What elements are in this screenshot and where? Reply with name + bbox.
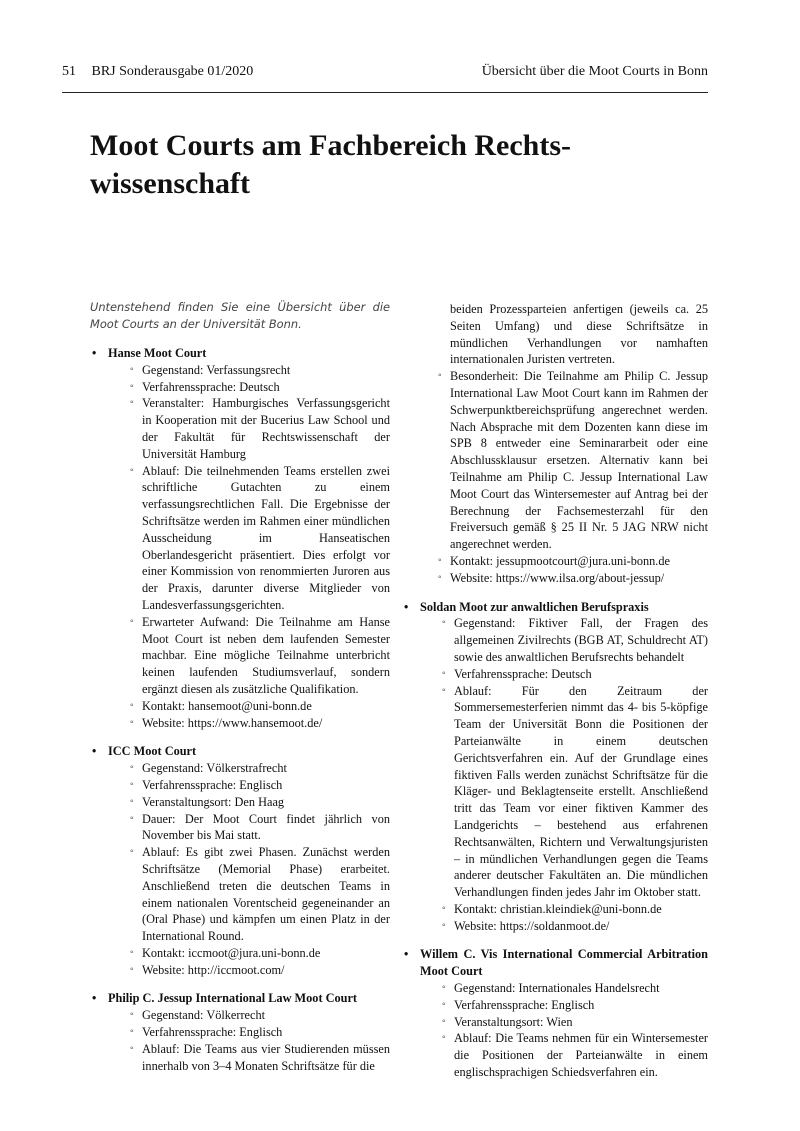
list-item-text: Verfahrenssprache: Englisch bbox=[142, 777, 283, 792]
section-details bbox=[108, 362, 390, 732]
circle-bullet-icon: ◦ bbox=[442, 982, 446, 994]
right-column bbox=[402, 301, 708, 1093]
circle-bullet-icon: ◦ bbox=[130, 846, 134, 858]
list-item bbox=[130, 811, 390, 845]
list-item bbox=[442, 980, 708, 997]
list-item-text: Website: https://www.hansemoot.de/ bbox=[142, 715, 323, 730]
list-item-text: Ablauf: Es gibt zwei Phasen. Zunächst werden Schriftsätze (Memorial Phase) erarbeitet. Anschließend treten die deutschen Teams in einem nationalen Vorentscheid gegeneinander an (Oral Phase) und kämpfen um einen Platz in der International Round. bbox=[142, 845, 390, 944]
list-item bbox=[438, 368, 708, 553]
circle-bullet-icon: ◦ bbox=[442, 998, 446, 1010]
circle-bullet-icon: ◦ bbox=[442, 1015, 446, 1027]
section-title: Philip C. Jessup International Law Moot Court bbox=[108, 991, 358, 1006]
list-item bbox=[130, 844, 390, 945]
list-item bbox=[130, 1024, 390, 1041]
moot-court-section bbox=[402, 599, 708, 935]
list-item-text: Kontakt: christian.kleindiek@uni-bonn.de bbox=[454, 901, 662, 916]
list-item bbox=[438, 553, 708, 570]
list-item bbox=[442, 901, 708, 918]
list-item-text: Kontakt: hansemoot@uni-bonn.de bbox=[142, 698, 312, 713]
bullet-icon: • bbox=[92, 744, 97, 759]
circle-bullet-icon: ◦ bbox=[442, 667, 446, 679]
page-number: 51 bbox=[62, 64, 76, 79]
circle-bullet-icon: ◦ bbox=[130, 946, 134, 958]
right-section-list bbox=[402, 599, 708, 1081]
list-item-text: Verfahrenssprache: Englisch bbox=[142, 1025, 283, 1040]
list-item bbox=[130, 1041, 390, 1075]
circle-bullet-icon: ◦ bbox=[442, 684, 446, 696]
list-item-text: Website: https://soldanmoot.de/ bbox=[454, 918, 610, 933]
circle-bullet-icon: ◦ bbox=[130, 363, 134, 375]
circle-bullet-icon: ◦ bbox=[442, 919, 446, 931]
list-item-text: Kontakt: jessupmootcourt@jura.uni-bonn.de bbox=[450, 553, 670, 568]
section-title: Hanse Moot Court bbox=[108, 346, 207, 360]
continuation-text: beiden Prozessparteien anfertigen (jeweils ca. 25 Seiten Umfang) und diese Schriftsätze in mündlichen Verhandlungen vor namhaften internationalen Juristen vertreten. bbox=[450, 302, 708, 367]
header-rule bbox=[62, 92, 708, 93]
jessup-continued-list bbox=[402, 368, 708, 586]
list-item-text: Verfahrenssprache: Deutsch bbox=[142, 379, 280, 394]
circle-bullet-icon: ◦ bbox=[438, 554, 442, 566]
intro-text: Untenstehend finden Sie eine Übersicht über die Moot Courts an der Universität Bonn. bbox=[90, 300, 390, 331]
list-item-text: Besonderheit: Die Teilnahme am Philip C. Jessup International Law Moot Court kann im Rahmen der Schwerpunktbereichsprüfung angerechnet werden. Nach Absprache mit dem Dozenten kann diese im SPB 8 entweder eine Seminararbeit oder eine Abschlussklausur ersetzen. Alternativ kann bei Teilnahme am Philip C. Jessup International Law Moot Court das Wintersemester auf Antrag bei der Berechnung der Fachsemesterzahl für den Freiversuch gemäß § 25 II Nr. 5 JAG NRW nicht angerechnet werden. bbox=[450, 369, 708, 552]
circle-bullet-icon: ◦ bbox=[442, 1032, 446, 1044]
list-item-text: Ablauf: Die teilnehmenden Teams erstellen zwei schriftliche Gutachten zu einem verfassungsrechtlichen Fall. Die Ergebnisse der Schriftsätze werden im Rahmen einer mündlichen Ausscheidung im Hanseatischen Oberlandesgericht präsentiert. Dies erfolgt vor einer Kommission von renommierten Juroren aus der Praxis, darunter diverse Mitglieder von Landesverfassungsgerichten. bbox=[142, 463, 390, 612]
bullet-icon: • bbox=[92, 346, 97, 360]
list-item bbox=[438, 570, 708, 587]
list-item bbox=[442, 1014, 708, 1031]
list-item bbox=[130, 760, 390, 777]
list-item-text: Ablauf: Die Teams aus vier Studierenden müssen innerhalb von 3–4 Monaten Schriftsätze für die bbox=[142, 1041, 390, 1073]
circle-bullet-icon: ◦ bbox=[130, 699, 134, 711]
section-title: ICC Moot Court bbox=[108, 744, 197, 759]
list-item bbox=[130, 362, 390, 379]
running-title: Übersicht über die Moot Courts in Bonn bbox=[481, 64, 708, 79]
list-item-text: Erwarteter Aufwand: Die Teilnahme am Hanse Moot Court ist neben dem laufenden Semester machbar. Eine mögliche Teilnahme unterbricht keinen laufenden Studiumsverlauf, sondern ergänzt diesen als zusätzliche Qualifikation. bbox=[142, 614, 390, 696]
publication-name: BRJ Sonderausgabe 01/2020 bbox=[91, 64, 254, 79]
list-item-text: Ablauf: Für den Zeitraum der Sommersemesterferien nimmt das 4- bis 5-köpfige Team der Universität Bonn die Positionen der Parteianwälte in einem deutschen Gerichtsverfahren ein. Auf der Grundlage eines fiktiven Falls werden zunächst Schriftsätze für die Kläger- und Beklagtenseite erstellt. Anschließend tritt das Team vor einer fiktiven Kammer des Landgerichts – bestehend aus erfahrenen Rechtsanwälten, Richtern und Verwaltungsjuristen – in mündlichen Verhandlungen gegen die Teams anderer deutscher Fakultäten an. Die mündlichen Verhandlungen finden jedes Jahr im Oktober statt. bbox=[454, 683, 708, 900]
list-item bbox=[442, 1030, 708, 1080]
header-left bbox=[62, 64, 253, 80]
circle-bullet-icon: ◦ bbox=[130, 397, 134, 409]
list-item bbox=[130, 794, 390, 811]
list-item bbox=[130, 777, 390, 794]
list-item bbox=[442, 683, 708, 901]
circle-bullet-icon: ◦ bbox=[130, 1042, 134, 1054]
section-details bbox=[420, 615, 708, 934]
circle-bullet-icon: ◦ bbox=[130, 380, 134, 392]
list-item bbox=[130, 379, 390, 396]
circle-bullet-icon: ◦ bbox=[130, 716, 134, 728]
list-item-text: Kontakt: iccmoot@jura.uni-bonn.de bbox=[142, 945, 321, 960]
article-title: Moot Courts am Fachbereich Rechts-wissenschaft bbox=[90, 129, 572, 200]
circle-bullet-icon: ◦ bbox=[130, 615, 134, 627]
list-item-text: Veranstaltungsort: Den Haag bbox=[142, 794, 285, 809]
list-item-text: Website: https://www.ilsa.org/about-jessup/ bbox=[450, 570, 665, 585]
list-item-text: Verfahrenssprache: Deutsch bbox=[454, 666, 592, 681]
circle-bullet-icon: ◦ bbox=[442, 902, 446, 914]
section-details bbox=[108, 760, 390, 978]
list-item bbox=[130, 395, 390, 462]
list-item bbox=[442, 615, 708, 665]
moot-court-section bbox=[90, 345, 390, 731]
list-item-text: Website: http://iccmoot.com/ bbox=[142, 962, 285, 977]
bullet-icon: • bbox=[404, 599, 409, 614]
bullet-icon: • bbox=[92, 991, 97, 1006]
list-item-text: Gegenstand: Völkerrecht bbox=[142, 1008, 266, 1023]
list-item bbox=[130, 962, 390, 979]
moot-court-section bbox=[90, 743, 390, 978]
circle-bullet-icon: ◦ bbox=[130, 1026, 134, 1038]
bullet-icon: • bbox=[404, 947, 409, 962]
list-item-text: Verfahrenssprache: Englisch bbox=[454, 997, 595, 1012]
circle-bullet-icon: ◦ bbox=[130, 464, 134, 476]
moot-court-section bbox=[402, 946, 708, 1080]
list-item bbox=[442, 918, 708, 935]
list-item-text: Gegenstand: Völkerstrafrecht bbox=[142, 761, 287, 776]
list-item-text: Gegenstand: Verfassungsrecht bbox=[142, 362, 291, 377]
circle-bullet-icon: ◦ bbox=[438, 370, 442, 382]
circle-bullet-icon: ◦ bbox=[130, 1009, 134, 1021]
list-item bbox=[130, 1007, 390, 1024]
moot-court-section bbox=[90, 990, 390, 1074]
list-item-text: Dauer: Der Moot Court findet jährlich von November bis Mai statt. bbox=[142, 811, 390, 843]
section-title: Willem C. Vis International Commercial Arbitration Moot Court bbox=[420, 947, 708, 979]
circle-bullet-icon: ◦ bbox=[130, 762, 134, 774]
section-title: Soldan Moot zur anwaltlichen Berufspraxis bbox=[420, 599, 649, 614]
running-header bbox=[62, 64, 708, 90]
list-item-text: Veranstaltungsort: Wien bbox=[454, 1014, 573, 1029]
list-item-text: Gegenstand: Internationales Handelsrecht bbox=[454, 981, 660, 996]
circle-bullet-icon: ◦ bbox=[130, 963, 134, 975]
circle-bullet-icon: ◦ bbox=[130, 812, 134, 824]
list-item-text: Gegenstand: Fiktiver Fall, der Fragen des allgemeinen Zivilrechts (BGB AT, Schuldrecht AT) sowie des anwaltlichen Berufsrechts behandelt bbox=[454, 616, 708, 664]
list-item bbox=[130, 715, 390, 732]
left-column bbox=[90, 299, 390, 1086]
list-item bbox=[442, 997, 708, 1014]
list-item-text: Ablauf: Die Teams nehmen für ein Wintersemester die Positionen der Parteianwälte in einem englischsprachigen Schiedsverfahren ein. bbox=[454, 1031, 708, 1080]
section-details bbox=[108, 1007, 390, 1074]
list-item bbox=[130, 698, 390, 715]
list-item-text: Veranstalter: Hamburgisches Verfassungsgericht in Kooperation mit der Bucerius Law School und der Fakultät für Rechtswissenschaft der Universität Hamburg bbox=[142, 396, 390, 461]
circle-bullet-icon: ◦ bbox=[438, 571, 442, 583]
list-item bbox=[130, 945, 390, 962]
section-details bbox=[420, 980, 708, 1081]
list-item bbox=[130, 614, 390, 698]
circle-bullet-icon: ◦ bbox=[442, 617, 446, 629]
circle-bullet-icon: ◦ bbox=[130, 795, 134, 807]
list-item bbox=[442, 666, 708, 683]
list-item bbox=[130, 463, 390, 614]
left-section-list bbox=[90, 345, 390, 1074]
circle-bullet-icon: ◦ bbox=[130, 778, 134, 790]
